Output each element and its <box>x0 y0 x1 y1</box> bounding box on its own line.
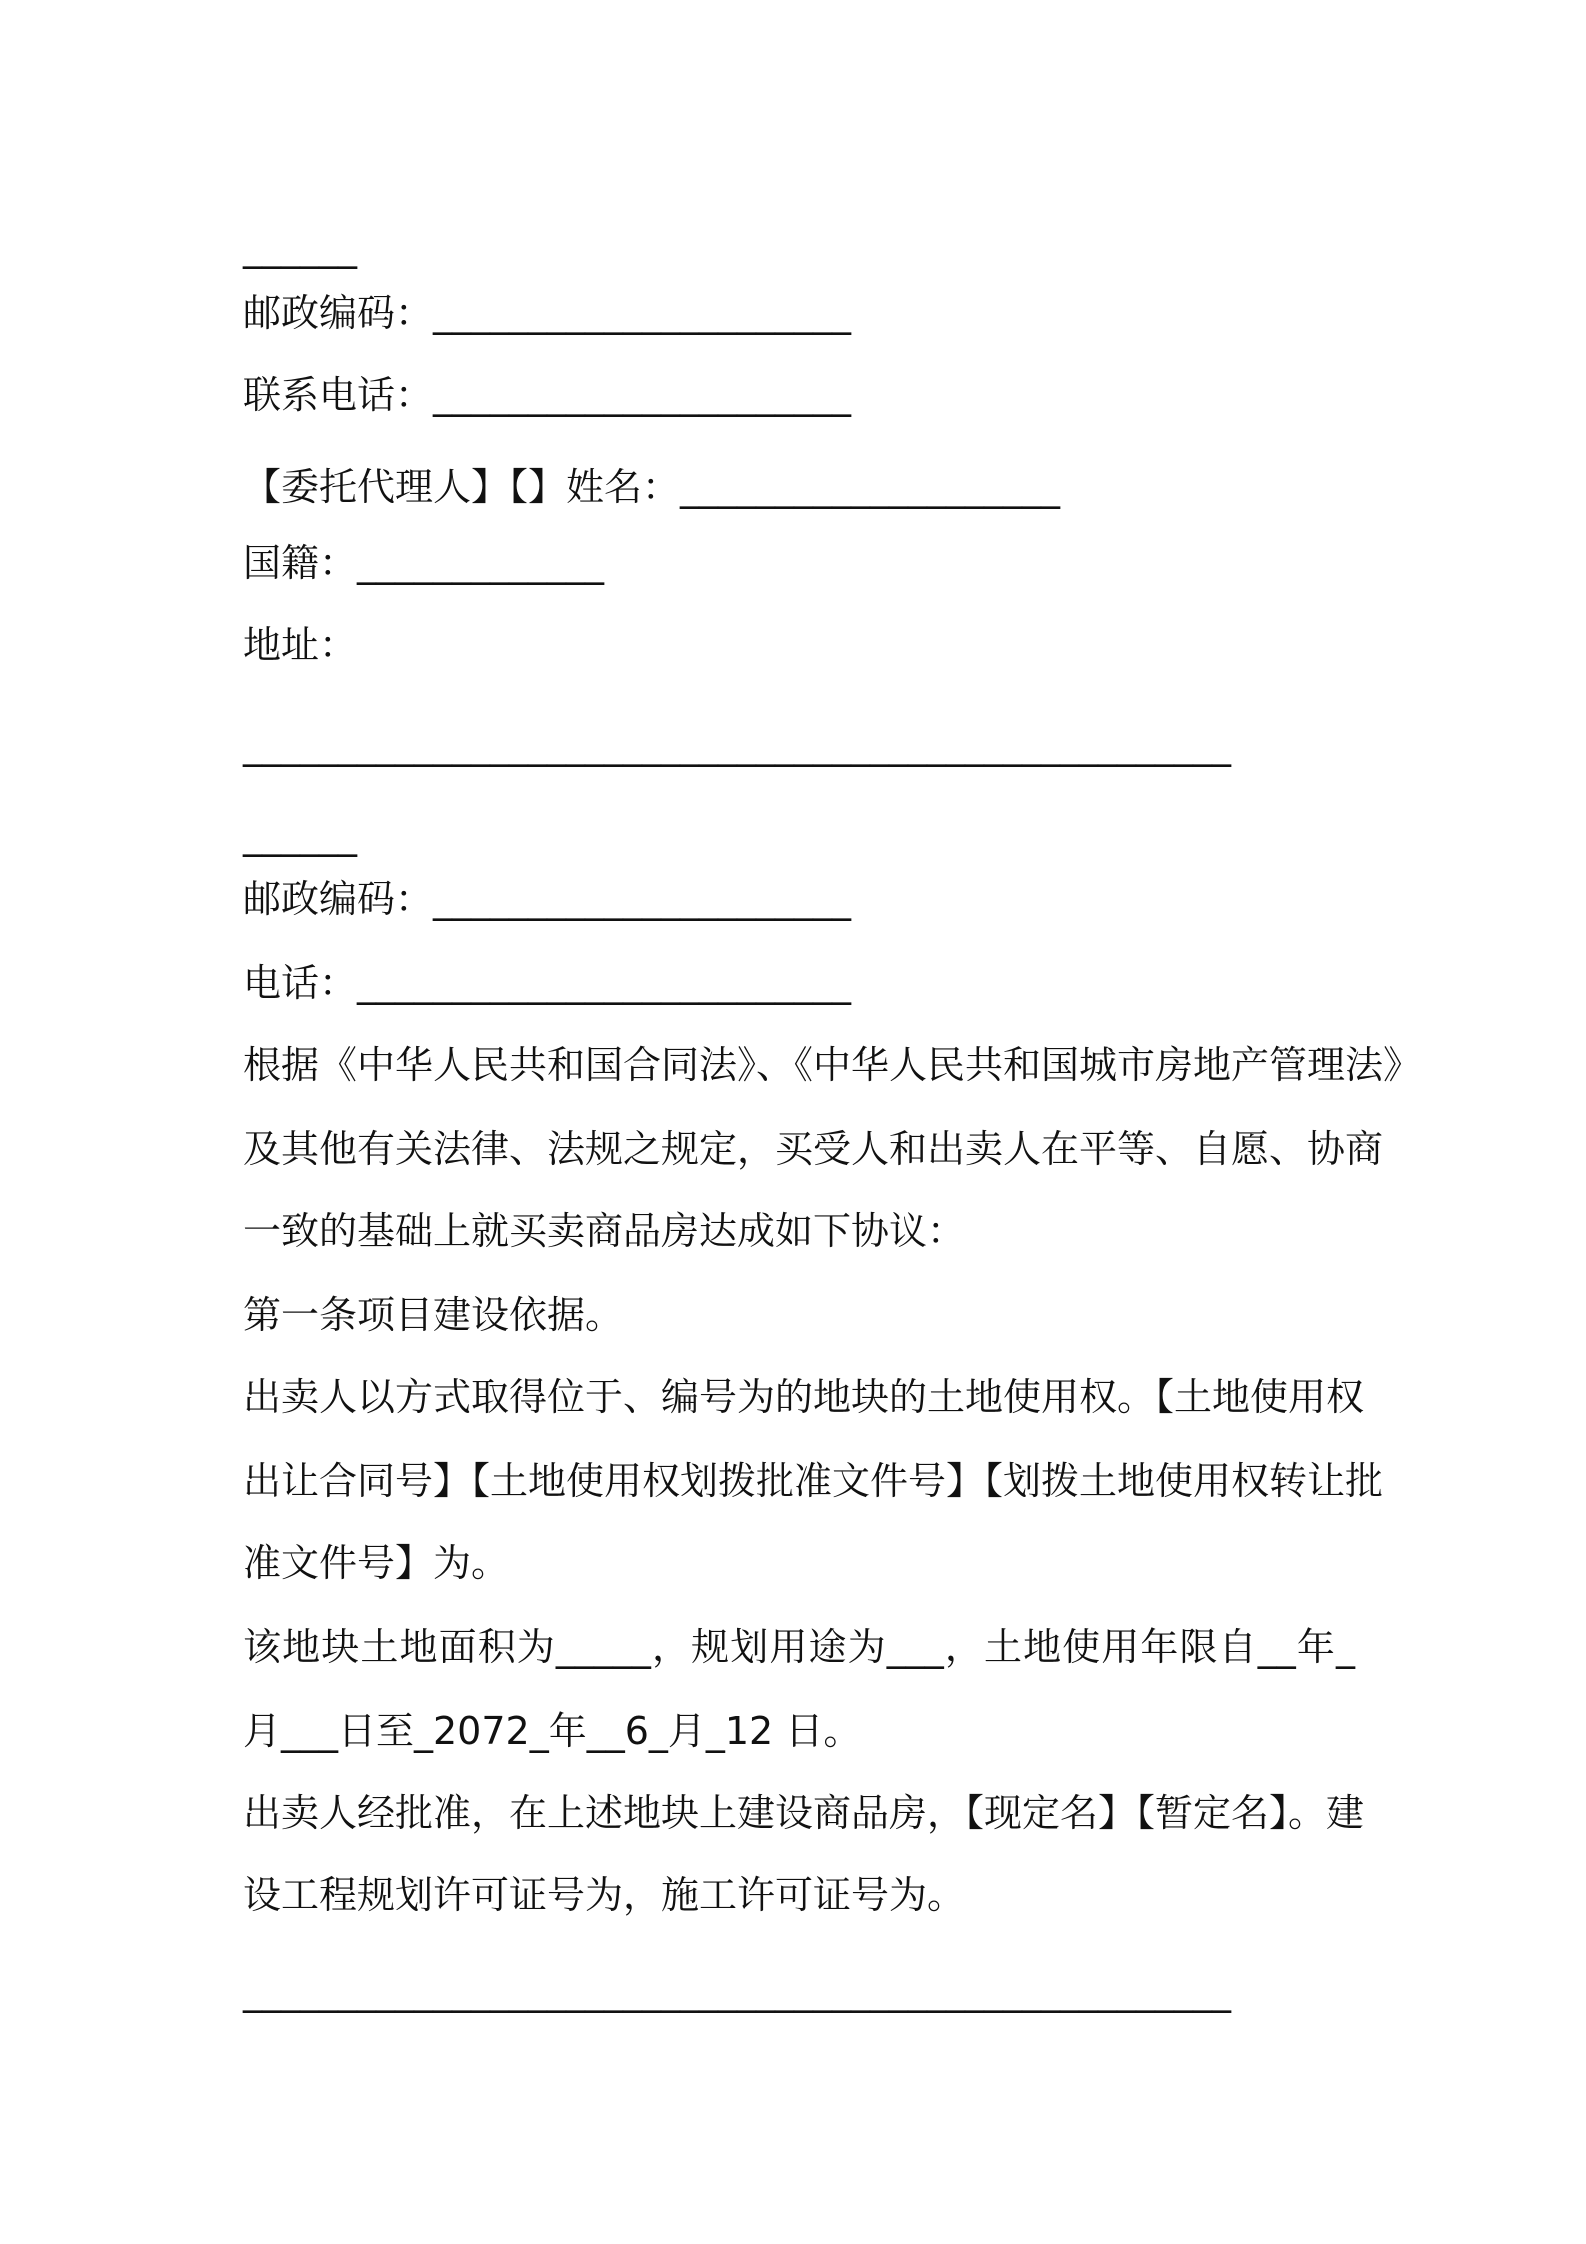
agent-name-line: 【委托代理人】【】姓名：____________________ <box>243 465 1061 509</box>
land-use-line-2: 出让合同号】【土地使用权划拨批准文件号】【划拨土地使用权转让批 <box>243 1459 1384 1503</box>
paragraph-basis-line-3: 一致的基础上就买卖商品房达成如下协议： <box>243 1209 966 1253</box>
address-label: 地址： <box>243 623 358 667</box>
nationality-line: 国籍：_____________ <box>243 541 605 585</box>
address-blank-line: ____________________________________________________ <box>243 723 1231 767</box>
address-continuation-line-1: ______ <box>243 225 357 269</box>
article-one-heading: 第一条项目建设依据。 <box>243 1293 624 1337</box>
postal-code-line-1: 邮政编码：______________________ <box>243 291 852 335</box>
land-use-line-3: 准文件号】为。 <box>243 1541 510 1585</box>
closing-blank-line: ____________________________________________________ <box>243 1969 1231 2013</box>
paragraph-basis-line-1: 根据《中华人民共和国合同法》、《中华人民共和国城市房地产管理法》 <box>243 1043 1422 1087</box>
paragraph-basis-line-2: 及其他有关法律、法规之规定，买受人和出卖人在平等、自愿、协商 <box>243 1127 1384 1171</box>
construction-line-1: 出卖人经批准，在上述地块上建设商品房，【现定名】【暂定名】。建 <box>243 1791 1365 1835</box>
phone-line-1: 联系电话：______________________ <box>243 373 852 417</box>
land-area-line-2: 月___日至_2072_年__6_月_12 日。 <box>243 1709 862 1753</box>
address-continuation-line-2: ______ <box>243 813 357 857</box>
construction-line-2: 设工程规划许可证号为，施工许可证号为。 <box>243 1873 966 1917</box>
postal-code-line-2: 邮政编码：______________________ <box>243 877 852 921</box>
land-use-line-1: 出卖人以方式取得位于、编号为的地块的土地使用权。【土地使用权 <box>243 1375 1365 1419</box>
phone-line-2: 电话：__________________________ <box>243 961 852 1005</box>
land-area-line-1: 该地块土地面积为_____，规划用途为___，土地使用年限自__年_ <box>243 1625 1355 1669</box>
